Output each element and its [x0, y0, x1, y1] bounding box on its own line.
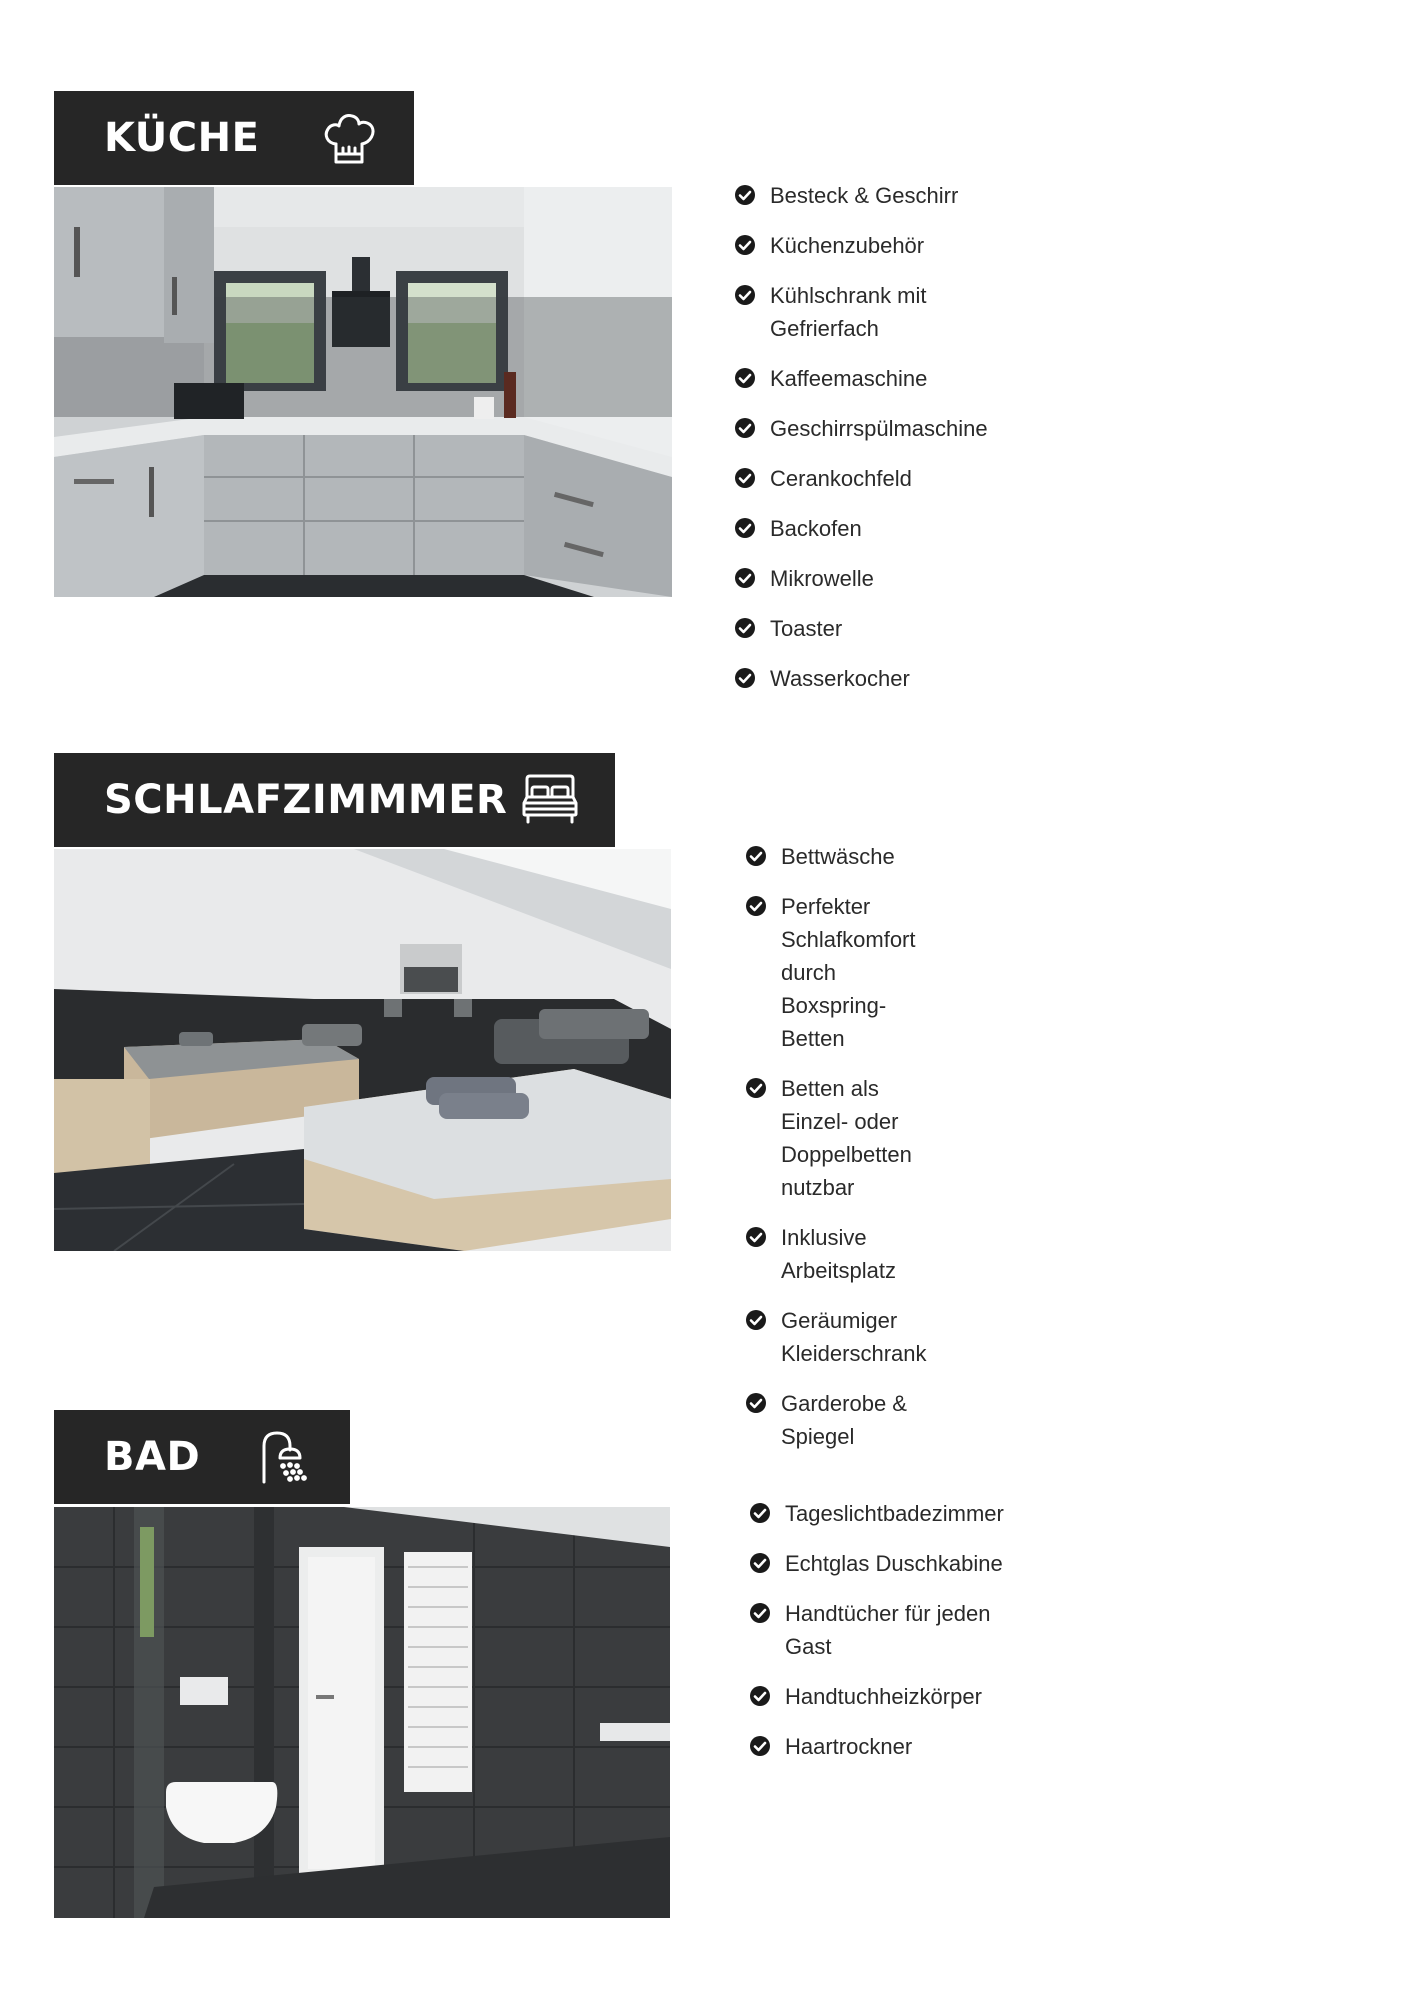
- list-item-text: Kaffeemaschine: [770, 366, 928, 391]
- check-circle-icon: [749, 1735, 771, 1757]
- list-item-text: Backofen: [770, 516, 862, 541]
- list-item: [734, 462, 988, 495]
- check-circle-icon: [734, 417, 756, 439]
- list-item: [749, 1730, 1004, 1763]
- list-item-text: Garderobe & Spiegel: [781, 1391, 907, 1449]
- list-item: [734, 512, 988, 545]
- list-item: [749, 1680, 1004, 1713]
- list-item-text: Mikrowelle: [770, 566, 874, 591]
- list-item-text: Geräumiger Kleiderschrank: [781, 1308, 927, 1366]
- list-item: [734, 612, 988, 645]
- list-item-text: Besteck & Geschirr: [770, 183, 959, 208]
- list-item-text: Handtücher für jeden Gast: [785, 1601, 991, 1659]
- list-item-text: Kühlschrank mit Gefrierfach: [770, 283, 927, 341]
- check-circle-icon: [734, 184, 756, 206]
- list-item: [734, 229, 988, 262]
- check-circle-icon: [745, 895, 767, 917]
- list-item: [734, 662, 988, 695]
- list-item-text: Inklusive Arbeitsplatz: [781, 1225, 896, 1283]
- chef-hat-icon: [320, 109, 378, 167]
- list-item: [734, 179, 988, 212]
- amenity-list: [734, 179, 988, 712]
- list-item: [734, 412, 988, 445]
- check-circle-icon: [745, 1392, 767, 1414]
- list-item: [749, 1597, 1004, 1663]
- amenity-list: [749, 1497, 1004, 1780]
- list-item-text: Perfekter Schlafkomfort durch Boxspring-Betten: [781, 894, 916, 1051]
- list-item: [745, 1072, 927, 1204]
- section-header: [54, 753, 615, 847]
- check-circle-icon: [734, 667, 756, 689]
- check-circle-icon: [745, 1226, 767, 1248]
- check-circle-icon: [749, 1685, 771, 1707]
- list-item: [745, 1387, 927, 1453]
- section-title: SCHLAFZIMMMER: [104, 777, 508, 823]
- list-item-text: Toaster: [770, 616, 843, 641]
- list-item: [734, 562, 988, 595]
- check-circle-icon: [734, 467, 756, 489]
- check-circle-icon: [749, 1552, 771, 1574]
- list-item-text: Bettwäsche: [781, 844, 895, 869]
- bathroom-photo: [54, 1507, 670, 1918]
- list-item-text: Cerankochfeld: [770, 466, 912, 491]
- check-circle-icon: [734, 234, 756, 256]
- check-circle-icon: [734, 617, 756, 639]
- list-item-text: Küchenzubehör: [770, 233, 925, 258]
- list-item: [749, 1547, 1004, 1580]
- kitchen-photo: [54, 187, 672, 597]
- list-item: [745, 890, 927, 1055]
- check-circle-icon: [745, 1077, 767, 1099]
- list-item-text: Echtglas Duschkabine: [785, 1551, 1003, 1576]
- check-circle-icon: [734, 284, 756, 306]
- check-circle-icon: [734, 367, 756, 389]
- list-item: [745, 1304, 927, 1370]
- list-item-text: Wasserkocher: [770, 666, 910, 691]
- list-item-text: Tageslichtbadezimmer: [785, 1501, 1004, 1526]
- section-title: BAD: [104, 1434, 201, 1480]
- list-item-text: Betten als Einzel- oder Doppelbetten nutzbar: [781, 1076, 912, 1200]
- amenity-list: [745, 840, 927, 1470]
- check-circle-icon: [745, 1309, 767, 1331]
- list-item-text: Haartrockner: [785, 1734, 913, 1759]
- list-item-text: Geschirrspülmaschine: [770, 416, 988, 441]
- check-circle-icon: [734, 567, 756, 589]
- list-item: [745, 1221, 927, 1287]
- check-circle-icon: [745, 845, 767, 867]
- list-item: [734, 279, 988, 345]
- list-item: [745, 840, 927, 873]
- list-item-text: Handtuchheizkörper: [785, 1684, 982, 1709]
- shower-icon: [256, 1428, 314, 1486]
- bed-icon: [521, 771, 579, 829]
- list-item: [749, 1497, 1004, 1530]
- list-item: [734, 362, 988, 395]
- section-header: [54, 91, 414, 185]
- section-title: KÜCHE: [104, 115, 260, 161]
- check-circle-icon: [749, 1502, 771, 1524]
- section-header: [54, 1410, 350, 1504]
- bedroom-photo: [54, 849, 671, 1251]
- check-circle-icon: [749, 1602, 771, 1624]
- check-circle-icon: [734, 517, 756, 539]
